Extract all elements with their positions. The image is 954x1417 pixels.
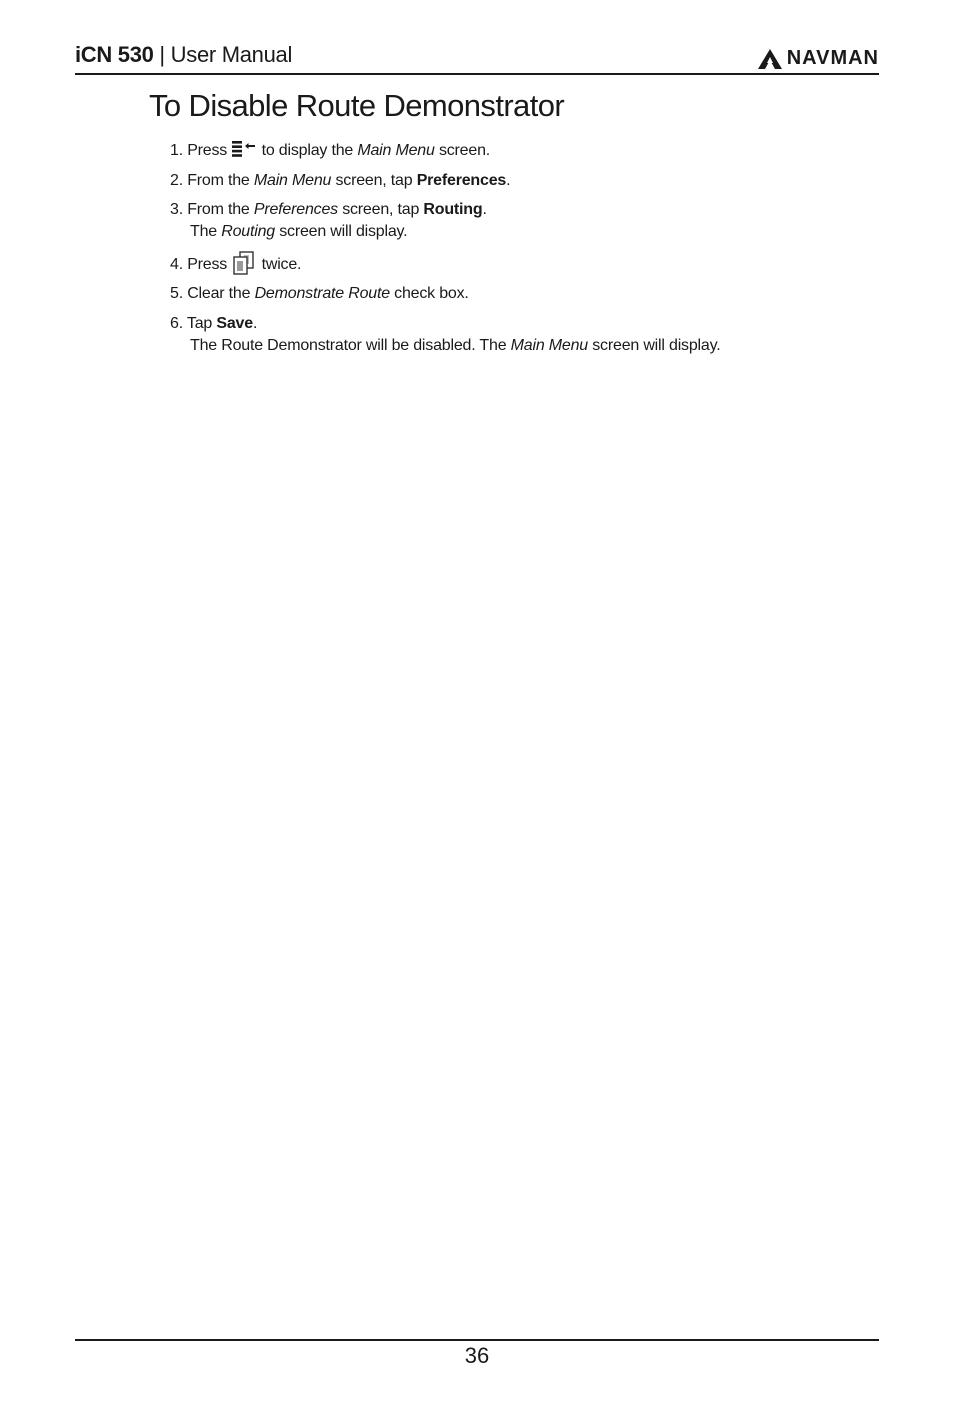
next-page-icon (231, 251, 257, 275)
step-1: 1. Press to display the Main Menu screen. (170, 142, 491, 159)
page-header (75, 40, 879, 75)
step-6-result: The Route Demonstrator will be disabled. The Main Menu screen will display. (190, 336, 721, 354)
step-4: 4. Press twice. (170, 251, 720, 276)
section-heading: To Disable Route Demonstrator (149, 88, 565, 123)
brand-logo (757, 47, 879, 70)
navman-logo-icon (757, 48, 783, 70)
step-2: 2. From the Main Menu screen, tap Preferences. (170, 171, 511, 189)
document-title (75, 42, 292, 68)
step-3: 3. From the Preferences screen, tap Routing. The Routing screen will display. (170, 199, 720, 243)
footer-rule (75, 1339, 879, 1341)
manual-label: User Manual (170, 42, 293, 67)
step-5: 5. Clear the Demonstrate Route check box. (170, 285, 469, 302)
page-number: 36 (464, 1343, 490, 1368)
title-separator: | (153, 42, 171, 67)
instruction-steps (170, 140, 720, 364)
model-name: iCN 530 (75, 42, 154, 67)
main-menu-icon (231, 140, 257, 158)
brand-name: NAVMAN (786, 47, 879, 69)
step-6: 6. Tap Save. The Route Demonstrator will be disabled. The Main Menu screen will display. (170, 313, 720, 357)
step-3-result: The Routing screen will display. (190, 223, 408, 240)
